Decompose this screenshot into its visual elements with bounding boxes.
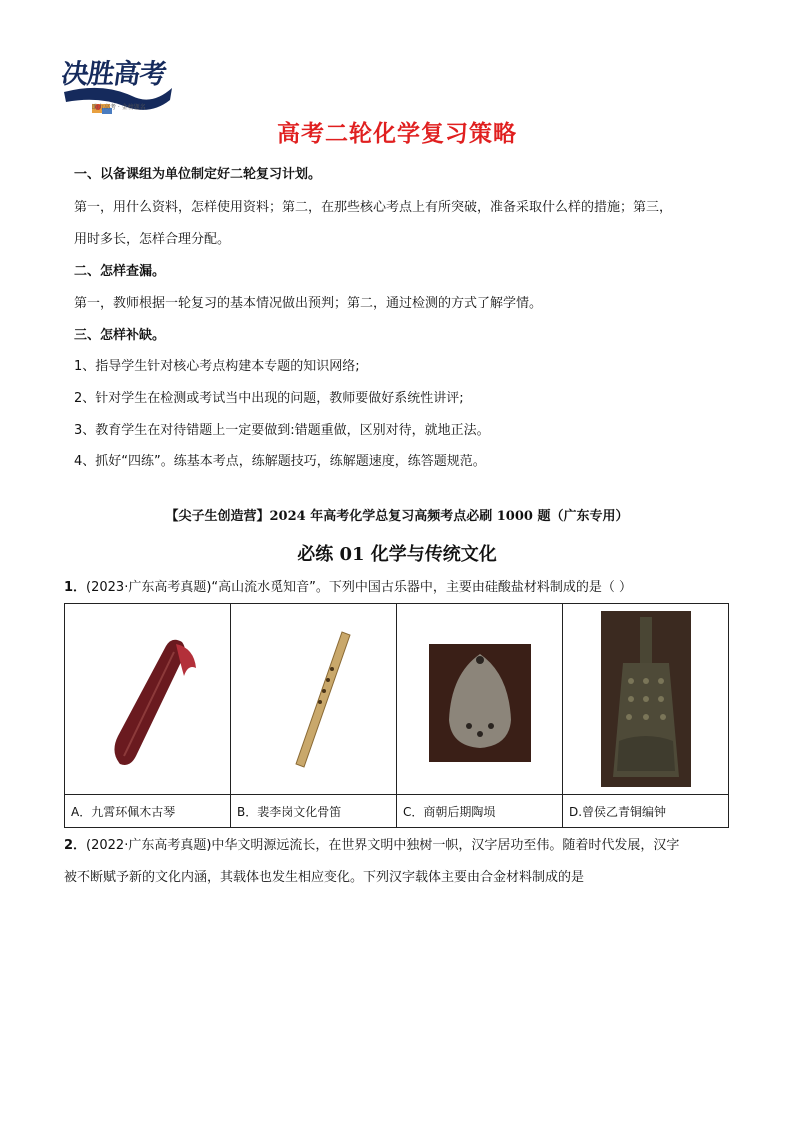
question-1-stem xyxy=(64,580,714,596)
list-item: 4、抓好“四练”。练基本考点，练解题技巧，练解题速度，练答题规范。 xyxy=(74,454,486,469)
paragraph-1-line-2: 用时多长，怎样合理分配。 xyxy=(74,232,231,247)
question-number: 2． xyxy=(64,838,87,853)
logo-tagline: 助力高考 · 金榜题名 xyxy=(92,104,146,111)
option-b-image xyxy=(231,604,397,795)
option-b-label[interactable]: B．裴李岗文化骨笛 xyxy=(231,795,397,828)
question-2-stem-line-2: 被不断赋予新的文化内涵，其载体也发生相应变化。下列汉字载体主要由合金材料制成的是 xyxy=(64,870,585,885)
option-a-image xyxy=(65,604,231,795)
collection-header: 【尖子生创造营】2024 年高考化学总复习高频考点必刷 1000 题（广东专用） xyxy=(165,509,629,524)
question-2-stem-line-1 xyxy=(64,838,714,854)
paragraph-1-line-1: 第一，用什么资料，怎样使用资料；第二，在那些核心考点上有所突破，准备采取什么样的措施；第三， xyxy=(74,200,673,215)
chapter-title: 必练 01 化学与传统文化 xyxy=(297,544,497,565)
list-item: 2、针对学生在检测或考试当中出现的问题，教师要做好系统性讲评; xyxy=(74,391,464,406)
question-text: (2023·广东高考真题)“高山流水觅知音”。下列中国古乐器中，主要由硅酸盐材料制成的是（ ） xyxy=(86,580,633,595)
list-item: 3、教育学生在对待错题上一定要做到:错题重做，区别对待，就地正法。 xyxy=(74,423,490,438)
section-heading-3: 三、怎样补缺。 xyxy=(74,328,166,343)
pottery-xun-icon xyxy=(425,624,535,774)
question-text: (2022·广东高考真题)中华文明源远流长，在世界文明中独树一帜，汉字居功至伟。随着时代发展，汉字 xyxy=(86,838,680,853)
logo-text: 决胜高考 xyxy=(59,59,168,90)
guqin-icon xyxy=(88,624,208,774)
page-title: 高考二轮化学复习策略 xyxy=(277,121,517,147)
option-d-label[interactable]: D.曾侯乙青铜编钟 xyxy=(563,795,729,828)
list-item: 1、指导学生针对核心考点构建本专题的知识网络; xyxy=(74,359,360,374)
section-heading-1: 一、以备课组为单位制定好二轮复习计划。 xyxy=(74,167,322,182)
bronze-bell-icon xyxy=(601,611,691,787)
logo xyxy=(59,52,174,124)
paragraph-2-line-1: 第一，教师根据一轮复习的基本情况做出预判；第二，通过检测的方式了解学情。 xyxy=(74,296,543,311)
option-c-image xyxy=(397,604,563,795)
option-d-image xyxy=(563,604,729,795)
section-heading-2: 二、怎样查漏。 xyxy=(74,264,166,279)
question-number: 1． xyxy=(64,580,87,595)
options-table xyxy=(64,603,729,828)
option-a-label[interactable]: A．九霄环佩木古琴 xyxy=(65,795,231,828)
bone-flute-icon xyxy=(254,624,374,774)
option-c-label[interactable]: C．商朝后期陶埙 xyxy=(397,795,563,828)
